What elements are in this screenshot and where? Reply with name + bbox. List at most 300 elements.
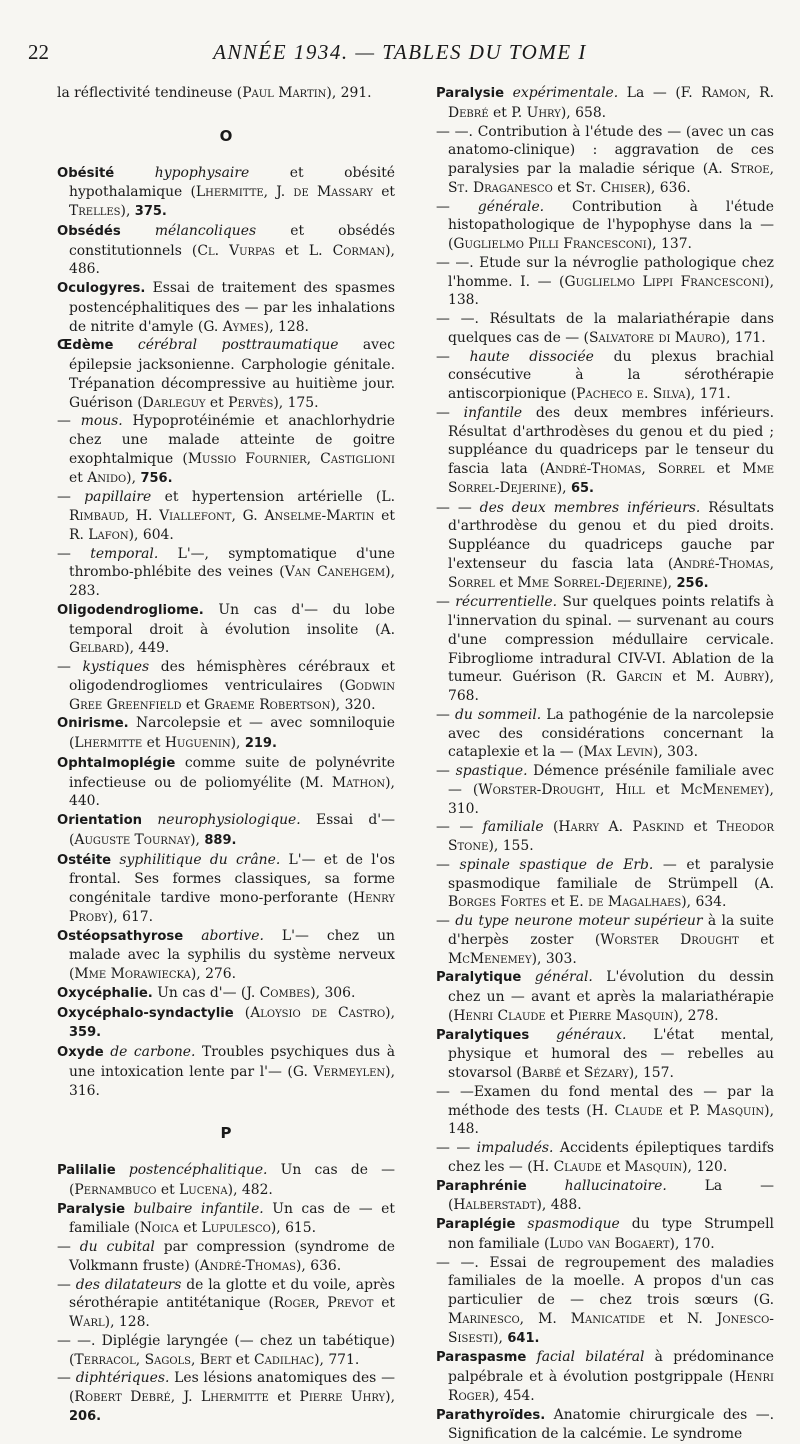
index-entry	[57, 279, 395, 336]
index-entry	[57, 1161, 395, 1200]
entry-text: La — (	[618, 85, 681, 101]
author-names: R. Garcin	[591, 669, 662, 685]
entry-text: et	[663, 1103, 689, 1119]
author-names: A. Borges Fortes	[448, 876, 774, 911]
index-entry	[436, 856, 774, 912]
entry-text: et	[561, 1065, 584, 1081]
entry-text: ), 138.	[448, 274, 774, 309]
entry-text: Essai d'— (	[69, 812, 395, 848]
entry-text: Essai de traitement des spasmes postencéphalitiques des — par les inhalations de nitrite d'amyle (	[69, 280, 395, 335]
entry-term: Œdème	[57, 338, 113, 353]
index-entry	[436, 706, 774, 762]
entry-text: L'— et de l'os frontal. Ses formes classiques, sa forme congénitale tardive mono-perforante (	[69, 852, 395, 907]
entry-text: ), 316.	[69, 1064, 395, 1099]
index-entry	[436, 818, 774, 856]
entry-text: familiale	[483, 819, 544, 835]
index-entry	[57, 658, 395, 714]
entry-text: spinale spastique de Erb.	[459, 857, 653, 873]
entry-text: et obésité hypothalamique (	[69, 165, 395, 201]
entry-text: —	[57, 1370, 76, 1386]
author-names: Worster Drought	[600, 932, 738, 948]
entry-term: Ostéite	[57, 853, 111, 868]
entry-text: Narcolepsie et — avec somniloquie (	[69, 715, 395, 751]
entry-text: — —. Diplégie laryngée (— chez un tabétique) (	[57, 1333, 395, 1368]
entry-text	[121, 223, 155, 239]
entry-text: ), 175.	[273, 395, 318, 411]
entry-text: Anatomie chirurgicale des —. Signification de la calcémie. Le syndrome	[448, 1407, 774, 1443]
author-names: Lhermitte, J. de Massary	[196, 184, 373, 200]
index-entry	[57, 714, 395, 754]
entry-text	[504, 85, 513, 101]
entry-term: Obésité	[57, 166, 114, 181]
section-letter: P	[57, 1124, 395, 1143]
right-column	[436, 84, 774, 1344]
bold-page-ref: 641.	[507, 1331, 539, 1346]
entry-text: — —. Essai de regroupement des maladies familiales de la moelle. A propos d'un cas particulier de — chez trois sœurs (	[436, 1255, 774, 1309]
entry-text: Résultats d'arthrodèse du genou et du pied droits. Suppléance du quadriceps gauche par l'extenseur du fascia lata (	[448, 500, 774, 572]
entry-text: —	[436, 349, 470, 365]
entry-text: (	[544, 819, 559, 835]
entry-text: ), 157.	[629, 1065, 674, 1081]
entry-text: ), 155.	[488, 838, 533, 854]
entry-text: —	[57, 1277, 76, 1293]
entry-text: du sommeil.	[455, 707, 541, 723]
entry-text: ), 120.	[682, 1159, 727, 1175]
entry-text: des deux membres inférieurs.	[480, 500, 701, 516]
author-names: Pervès	[228, 395, 273, 411]
entry-text: Un cas d'— (	[153, 985, 247, 1001]
author-names: Mme Sorrel-Dejerine	[517, 575, 662, 591]
entry-text: ), 278.	[673, 1008, 718, 1024]
entry-text: —	[436, 199, 478, 215]
entry-text: et	[684, 819, 717, 835]
index-entry	[57, 1200, 395, 1239]
entry-term: Obsédés	[57, 224, 121, 239]
entry-term: Orientation	[57, 813, 142, 828]
author-names: Robert Debré, J. Lhermitte	[74, 1389, 268, 1405]
entry-text: spastique.	[456, 763, 528, 779]
entry-text: ), 310.	[448, 782, 774, 817]
entry-text: du plexus brachial consécutive à la sérothérapie antiscorpionique (	[448, 349, 774, 403]
entry-text: —	[436, 707, 455, 723]
index-entry	[57, 811, 395, 851]
entry-text: diphtériques.	[76, 1370, 170, 1386]
entry-text: Contribution à l'étude histopathologique de l'hypophyse dans la — (	[448, 199, 774, 253]
index-entry	[436, 968, 774, 1025]
section-letter: O	[57, 127, 395, 146]
author-names: Lucena	[179, 1182, 228, 1198]
entry-text: La — (	[448, 1178, 774, 1214]
index-entry	[57, 601, 395, 658]
entry-text: générale.	[478, 199, 544, 215]
entry-text: ),	[121, 203, 135, 219]
entry-text: ), 768.	[448, 669, 774, 704]
entry-text: et	[374, 508, 395, 524]
entry-term: Paralysie	[57, 1202, 125, 1217]
index-entry	[57, 984, 395, 1004]
bold-page-ref: 219.	[245, 736, 277, 751]
entry-text: ),	[662, 575, 676, 591]
entry-text: neurophysiologique.	[157, 812, 300, 828]
author-names: Guglielmo Lippi Francesconi	[564, 274, 764, 290]
entry-text: à prédominance palpébrale et à évolution postgrippale (	[448, 1349, 774, 1385]
author-names: M. Mathon	[305, 775, 385, 791]
entry-text: et	[181, 697, 204, 713]
entry-text: ), 303.	[653, 744, 698, 760]
author-names: Pernambuco	[74, 1182, 156, 1198]
entry-text: Un cas de — (	[69, 1162, 395, 1198]
author-names: St. Chiser	[576, 180, 646, 196]
entry-text: des dilatateurs	[76, 1277, 182, 1293]
index-entry	[436, 1177, 774, 1216]
author-names: P. Masquin	[689, 1103, 764, 1119]
entry-text: et hypertension artérielle (	[151, 489, 381, 505]
author-names: Ludo van Bogaert	[549, 1236, 669, 1252]
author-names: Trelles	[69, 203, 121, 219]
entry-text: et	[739, 932, 774, 948]
entry-term: Paralytiques	[436, 1028, 529, 1043]
entry-text: Hypoprotéinémie et anachlorhydrie chez une malade atteinte de goitre exophtalmique (	[69, 413, 395, 467]
entry-text: à la suite d'herpès zoster (	[448, 913, 774, 948]
entry-text: par compression (syndrome de Volkmann fruste) (	[69, 1239, 395, 1274]
bold-page-ref: 889.	[204, 833, 236, 848]
entry-text: hypophysaire	[155, 165, 249, 181]
bold-page-ref: 206.	[69, 1409, 101, 1424]
author-names: Pierre Masquin	[568, 1008, 673, 1024]
index-entry	[436, 1348, 774, 1405]
entry-text: mélancoliques	[155, 223, 256, 239]
index-entry	[436, 762, 774, 818]
entry-text: (	[234, 1005, 250, 1021]
author-names: Mme Morawiecka	[74, 966, 190, 982]
author-names: J. Combes	[246, 985, 310, 1001]
entry-text: hallucinatoire.	[565, 1178, 667, 1194]
author-names: Henri Claude	[453, 1008, 545, 1024]
bold-page-ref: 256.	[676, 576, 708, 591]
running-title: ANNÉE 1934. — TABLES DU TOME I	[28, 40, 772, 65]
entry-text: et	[373, 184, 395, 200]
entry-term: Onirisme.	[57, 716, 129, 731]
entry-text: ), 291.	[326, 85, 371, 101]
entry-text: bulbaire infantile.	[134, 1201, 264, 1217]
entry-text: — —	[436, 819, 483, 835]
entry-text: expérimentale.	[513, 85, 619, 101]
entry-text: ),	[493, 1330, 507, 1346]
author-names: Graeme Robertson	[204, 697, 330, 713]
author-names: Max Levin	[583, 744, 652, 760]
entry-text: —	[436, 594, 455, 610]
index-entry	[57, 545, 395, 601]
page-number: 22	[28, 40, 49, 65]
entry-text	[125, 1201, 134, 1217]
index-entry	[436, 198, 774, 254]
entry-text	[114, 165, 155, 181]
entry-term: Ostéopsathyrose	[57, 929, 183, 944]
author-names: André-Thomas	[200, 1258, 296, 1274]
entry-text: ),	[385, 1005, 395, 1021]
entry-text: Un cas d'— du lobe temporal droit à évolution insolite (	[69, 602, 395, 638]
author-names: Worster-Drought, Hill	[478, 782, 644, 798]
entry-text: et	[704, 461, 742, 477]
entry-text: ), 636.	[296, 1258, 341, 1274]
entry-text: ),	[385, 1389, 395, 1405]
entry-text: et	[602, 1159, 625, 1175]
index-entry	[57, 851, 395, 927]
entry-text: général.	[535, 969, 593, 985]
author-names: L. Corman	[309, 243, 385, 259]
author-names: McMenemey	[448, 951, 532, 967]
entry-text: Les lésions anatomiques des — (	[69, 1370, 395, 1405]
index-entry	[57, 84, 395, 103]
author-names: Roger, Prevot	[274, 1295, 374, 1311]
entry-term: Ophtalmoplégie	[57, 756, 175, 771]
entry-text: ), 486.	[69, 243, 395, 278]
index-entry	[57, 754, 395, 811]
entry-text: —	[436, 763, 456, 779]
entry-text: du cubital	[80, 1239, 155, 1255]
entry-text: avec épilepsie jacksonienne. Carphologie génitale. Trépanation décompressive au huitième jour. Guérison (	[69, 337, 395, 410]
entry-text: spasmodique	[527, 1216, 619, 1232]
author-names: Darleguy	[143, 395, 206, 411]
entry-text: ),	[190, 832, 204, 848]
entry-text: et	[662, 669, 696, 685]
index-entry	[436, 1215, 774, 1254]
entry-text: syphilitique du crâne.	[119, 852, 280, 868]
entry-text: —	[57, 413, 81, 429]
entry-text: et obsédés constitutionnels (	[69, 223, 395, 259]
index-entry	[57, 488, 395, 544]
entry-text: facial bilatéral	[537, 1349, 645, 1365]
entry-text: et	[553, 180, 576, 196]
author-names: G. Vermeylen	[293, 1064, 385, 1080]
index-entry	[436, 1083, 774, 1139]
author-names: Masquin	[624, 1159, 682, 1175]
entry-text	[515, 1216, 527, 1232]
entry-text: des deux membres inférieurs. Résultat d'arthrodèses du genou et du pied ; suppléance du quadriceps par le tenseur du fascia lata (	[448, 405, 774, 477]
entry-text: ), 634.	[681, 894, 726, 910]
author-names: Salvatore di Mauro	[589, 330, 721, 346]
author-names: Harry A. Paskind	[558, 819, 684, 835]
entry-text: et	[373, 1295, 395, 1311]
entry-text: ),	[231, 735, 245, 751]
entry-text: — —. Contribution à l'étude des — (avec un cas anatomo-clinique) : aggravation de ces paralysies par la maladie sérique (	[436, 124, 774, 178]
entry-text: ), 170.	[670, 1236, 715, 1252]
entry-text: infantile	[464, 405, 522, 421]
entry-text: —	[57, 489, 84, 505]
author-names: Van Canehgem	[285, 564, 385, 580]
entry-text: cérébral posttraumatique	[138, 337, 339, 353]
index-entry	[57, 222, 395, 279]
entry-text: et	[489, 105, 512, 121]
entry-term: Paraspasme	[436, 1350, 526, 1365]
entry-text: et	[495, 575, 518, 591]
entry-text: — et paralysie spasmodique familiale de Strümpell (	[448, 857, 774, 892]
entry-text: et	[645, 782, 681, 798]
entry-text: haute dissociée	[470, 349, 594, 365]
entry-text: impaludés.	[477, 1140, 554, 1156]
entry-text: — —Examen du fond mental des — par la méthode des tests (	[436, 1084, 774, 1119]
entry-text: de la glotte et du voile, après sérothérapie antitétanique (	[69, 1277, 395, 1312]
author-names: Sézary	[584, 1065, 629, 1081]
left-column	[57, 84, 395, 1344]
entry-text: ), 636.	[646, 180, 691, 196]
entry-text: —	[436, 913, 455, 929]
index-entry	[436, 310, 774, 348]
index-entry	[436, 1406, 774, 1444]
entry-text: — —. Résultats de la malariathérapie dans quelques cas de — (	[436, 311, 774, 346]
entry-text: et	[546, 1008, 569, 1024]
author-names: Guglielmo Pilli Francesconi	[453, 236, 646, 252]
author-names: F. Ramon, R. Debré	[448, 85, 774, 121]
bold-page-ref: 375.	[135, 204, 167, 219]
entry-term: Oculogyres.	[57, 281, 145, 296]
entry-text	[142, 812, 157, 828]
page-header	[28, 40, 772, 70]
entry-text: des hémisphères cérébraux et oligodendrogliomes ventriculaires (	[69, 659, 395, 694]
author-names: G. Marinesco, M. Manicatide	[448, 1292, 774, 1327]
entry-text: et	[275, 243, 309, 259]
entry-text: ), 303.	[532, 951, 577, 967]
entry-text: et	[69, 470, 87, 486]
entry-term: Paraplégie	[436, 1217, 515, 1232]
entry-text	[521, 969, 534, 985]
index-entry	[436, 254, 774, 310]
author-names: Godwin Gree Greenfield	[69, 678, 395, 713]
index-entry	[436, 404, 774, 499]
index-entry	[57, 412, 395, 488]
entry-text: ), 137.	[647, 236, 692, 252]
entry-text: ),	[126, 470, 140, 486]
author-names: Paul Martin	[242, 85, 326, 101]
index-entry	[57, 1369, 395, 1426]
author-names: A. Stroe, St. Draganesco	[448, 161, 774, 196]
entry-text	[529, 1027, 556, 1043]
entry-text: ), 128.	[105, 1314, 150, 1330]
entry-text	[526, 1349, 536, 1365]
entry-text: comme suite de polynévrite infectieuse ou de poliomyélite (	[69, 755, 395, 791]
index-entry	[436, 1026, 774, 1083]
entry-term: Oligodendrogliome.	[57, 603, 204, 618]
entry-text: ), 454.	[489, 1388, 534, 1404]
index-entry	[436, 593, 774, 706]
author-names: Auguste Tournay	[74, 832, 190, 848]
bold-page-ref: 359.	[69, 1025, 101, 1040]
entry-text: Sur quelques points relatifs à l'innervation du spinal. — survenant au cours d'une compression médullaire cervicale. Fibrogliome intradural CIV-VI. Ablation de la tumeur. Guérison (	[448, 594, 774, 685]
entry-term: Paralysie	[436, 86, 504, 101]
entry-text: ), 771.	[314, 1352, 359, 1368]
bold-page-ref: 756.	[140, 471, 172, 486]
author-names: Mme Sorrel-Dejerine	[448, 461, 774, 496]
index-entry	[436, 499, 774, 594]
author-names: Cadilhac	[254, 1352, 314, 1368]
author-names: Noica	[140, 1220, 179, 1236]
entry-text: ), 320.	[330, 697, 375, 713]
author-names: Warl	[69, 1314, 105, 1330]
entry-text: Accidents épileptiques tardifs chez les — (	[448, 1140, 774, 1175]
author-names: André-Thomas, Sorrel	[545, 461, 704, 477]
entry-text: —	[436, 405, 464, 421]
entry-term: Palilalie	[57, 1163, 116, 1178]
author-names: Huguenin	[165, 735, 231, 751]
author-names: Cl. Vurpas	[197, 243, 275, 259]
index-entry	[436, 123, 774, 198]
entry-term: Oxyde	[57, 1045, 104, 1060]
author-names: McMenemey	[681, 782, 765, 798]
author-names: Barbé	[522, 1065, 562, 1081]
entry-term: Parathyroïdes.	[436, 1408, 545, 1423]
entry-term: Oxycéphalie.	[57, 986, 153, 1001]
author-names: Anido	[87, 470, 126, 486]
entry-text: —	[57, 546, 90, 562]
entry-text: kystiques	[83, 659, 150, 675]
entry-text: ), 440.	[69, 775, 395, 810]
entry-text: L'— chez un malade avec la syphilis du système nerveux (	[69, 928, 395, 983]
entry-text	[113, 337, 137, 353]
entry-text: ), 658.	[561, 105, 606, 121]
entry-text: de carbone.	[110, 1044, 195, 1060]
entry-text: ), 615.	[271, 1220, 316, 1236]
entry-text: mous.	[81, 413, 123, 429]
index-entry	[436, 1139, 774, 1177]
entry-text: Troubles psychiques dus à une intoxication lente par l'— (	[69, 1044, 395, 1080]
entry-text: la réflectivité tendineuse (	[57, 85, 242, 101]
author-names: G. Aymes	[203, 319, 263, 335]
index-entry	[57, 1004, 395, 1044]
entry-text: ), 148.	[448, 1103, 774, 1138]
index-entry	[57, 336, 395, 412]
entry-text: du type neurone moteur supérieur	[455, 913, 702, 929]
index-entry	[436, 1254, 774, 1349]
entry-text: et	[547, 894, 570, 910]
entry-text: papillaire	[84, 489, 151, 505]
entry-text: et	[269, 1389, 300, 1405]
author-names: Lupulesco	[202, 1220, 271, 1236]
entry-text	[116, 1162, 129, 1178]
entry-text: L'état mental, physique et humoral des — rebelles au stovarsol (	[448, 1027, 774, 1082]
entry-text: et	[142, 735, 165, 751]
author-names: Mussio Fournier, Castiglioni	[188, 451, 395, 467]
entry-text: ), 306.	[310, 985, 355, 1001]
entry-text: et	[645, 1311, 687, 1327]
entry-text	[527, 1178, 565, 1194]
entry-text: ), 449.	[124, 640, 169, 656]
entry-text: ), 171.	[685, 386, 730, 402]
entry-term: Paralytique	[436, 970, 521, 985]
bold-page-ref: 65.	[571, 481, 594, 496]
author-names: Aloysio de Castro	[250, 1005, 385, 1021]
entry-text: ), 482.	[228, 1182, 273, 1198]
entry-text: ), 488.	[536, 1197, 581, 1213]
entry-text: ), 171.	[720, 330, 765, 346]
author-names: P. Uhry	[511, 105, 561, 121]
index-entry	[436, 84, 774, 123]
entry-text: et	[179, 1220, 202, 1236]
index-entry	[57, 1332, 395, 1370]
author-names: Terracol, Sagols, Bert	[74, 1352, 231, 1368]
index-entry	[57, 1276, 395, 1332]
entry-text: abortive.	[201, 928, 264, 944]
entry-text: L'évolution du dessin chez un — avant et après la malariathérapie (	[448, 969, 774, 1024]
entry-text: et	[156, 1182, 179, 1198]
author-names: A. Gelbard	[69, 622, 395, 657]
entry-text: —	[57, 1239, 80, 1255]
index-entry	[57, 1238, 395, 1276]
author-names: H. Claude	[592, 1103, 663, 1119]
author-names: Lhermitte	[74, 735, 142, 751]
author-names: Henry Proby	[69, 890, 395, 925]
entry-text: ), 604.	[129, 527, 174, 543]
author-names: Henri Roger	[448, 1369, 774, 1404]
